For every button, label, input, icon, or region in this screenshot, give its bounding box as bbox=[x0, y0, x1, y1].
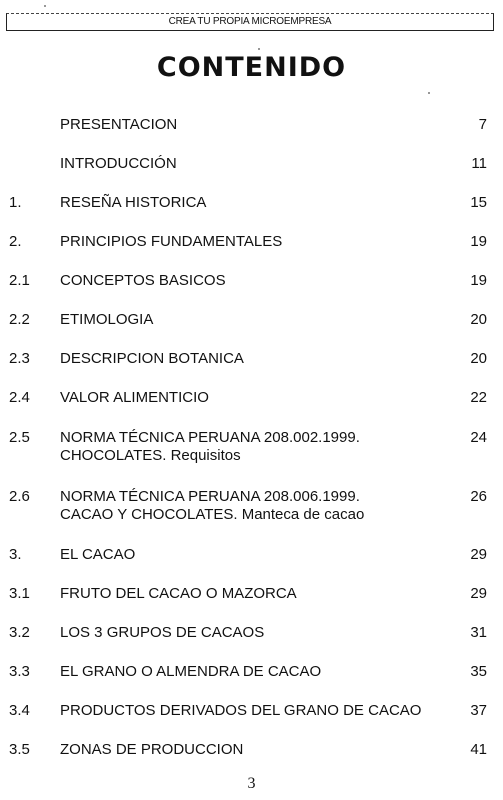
toc-entry-title: NORMA TÉCNICA PERUANA 208.002.1999. bbox=[60, 429, 360, 446]
running-header-text: CREA TU PROPIA MICROEMPRESA bbox=[168, 16, 332, 27]
toc-entry-title: ZONAS DE PRODUCCION bbox=[60, 741, 244, 758]
toc-entry-title: INTRODUCCIÓN bbox=[60, 155, 177, 172]
toc-entry-page: 19 bbox=[470, 272, 487, 289]
toc-entry-number: 3.3 bbox=[9, 663, 30, 680]
toc-entry-page: 31 bbox=[470, 624, 487, 641]
toc-entry-page: 24 bbox=[470, 429, 487, 446]
toc-entry-page: 20 bbox=[470, 350, 487, 367]
toc-entry-number: 2.1 bbox=[9, 272, 30, 289]
toc-entry-number: 2.4 bbox=[9, 389, 30, 406]
toc-entry-title: PRINCIPIOS FUNDAMENTALES bbox=[60, 233, 283, 250]
toc-entry-page: 7 bbox=[478, 116, 487, 133]
toc-entry-title: PRESENTACION bbox=[60, 116, 178, 133]
toc-entry-number: 3.1 bbox=[9, 585, 30, 602]
toc-entry-number: 3. bbox=[9, 546, 22, 563]
toc-entry-number: 2.5 bbox=[9, 429, 30, 446]
toc-entry-page: 15 bbox=[470, 194, 487, 211]
running-header bbox=[6, 13, 494, 31]
toc-entry-page: 29 bbox=[470, 585, 487, 602]
toc-entry-title: RESEÑA HISTORICA bbox=[60, 194, 207, 211]
toc-entry-title: CONCEPTOS BASICOS bbox=[60, 272, 226, 289]
toc-entry-title: EL CACAO bbox=[60, 546, 136, 563]
toc-entry-number: 3.5 bbox=[9, 741, 30, 758]
toc-entry-page: 20 bbox=[470, 311, 487, 328]
toc-entry-title: NORMA TÉCNICA PERUANA 208.006.1999. bbox=[60, 488, 360, 505]
toc-entry-title: VALOR ALIMENTICIO bbox=[60, 389, 209, 406]
toc-entry-number: 2.6 bbox=[9, 488, 30, 505]
toc-entry-page: 29 bbox=[470, 546, 487, 563]
toc-entry-number: 2.2 bbox=[9, 311, 30, 328]
toc-entry-title: EL GRANO O ALMENDRA DE CACAO bbox=[60, 663, 322, 680]
page-title: CONTENIDO bbox=[156, 52, 347, 83]
toc-entry-subtitle: CHOCOLATES. Requisitos bbox=[60, 447, 241, 464]
toc-entry-number: 3.4 bbox=[9, 702, 30, 719]
toc-entry-title: PRODUCTOS DERIVADOS DEL GRANO DE CACAO bbox=[60, 702, 422, 719]
toc-entry-number: 2. bbox=[9, 233, 22, 250]
scan-speck bbox=[428, 92, 430, 94]
toc-entry-title: FRUTO DEL CACAO O MAZORCA bbox=[60, 585, 297, 602]
scan-speck bbox=[258, 48, 260, 50]
page-number: 3 bbox=[247, 775, 256, 792]
toc-entry-page: 22 bbox=[470, 389, 487, 406]
toc-entry-page: 11 bbox=[471, 155, 487, 172]
toc-entry-number: 1. bbox=[9, 194, 22, 211]
toc-entry-subtitle: CACAO Y CHOCOLATES. Manteca de cacao bbox=[60, 506, 365, 523]
toc-entry-title: DESCRIPCION BOTANICA bbox=[60, 350, 244, 367]
toc-entry-title: ETIMOLOGIA bbox=[60, 311, 154, 328]
toc-entry-page: 41 bbox=[470, 741, 487, 758]
toc-entry-page: 37 bbox=[470, 702, 487, 719]
toc-entry-page: 19 bbox=[470, 233, 487, 250]
toc-entry-page: 26 bbox=[470, 488, 487, 505]
toc-entry-title: LOS 3 GRUPOS DE CACAOS bbox=[60, 624, 265, 641]
toc-entry-page: 35 bbox=[470, 663, 487, 680]
toc-entry-number: 3.2 bbox=[9, 624, 30, 641]
toc-entry-number: 2.3 bbox=[9, 350, 30, 367]
scan-speck bbox=[44, 5, 46, 7]
